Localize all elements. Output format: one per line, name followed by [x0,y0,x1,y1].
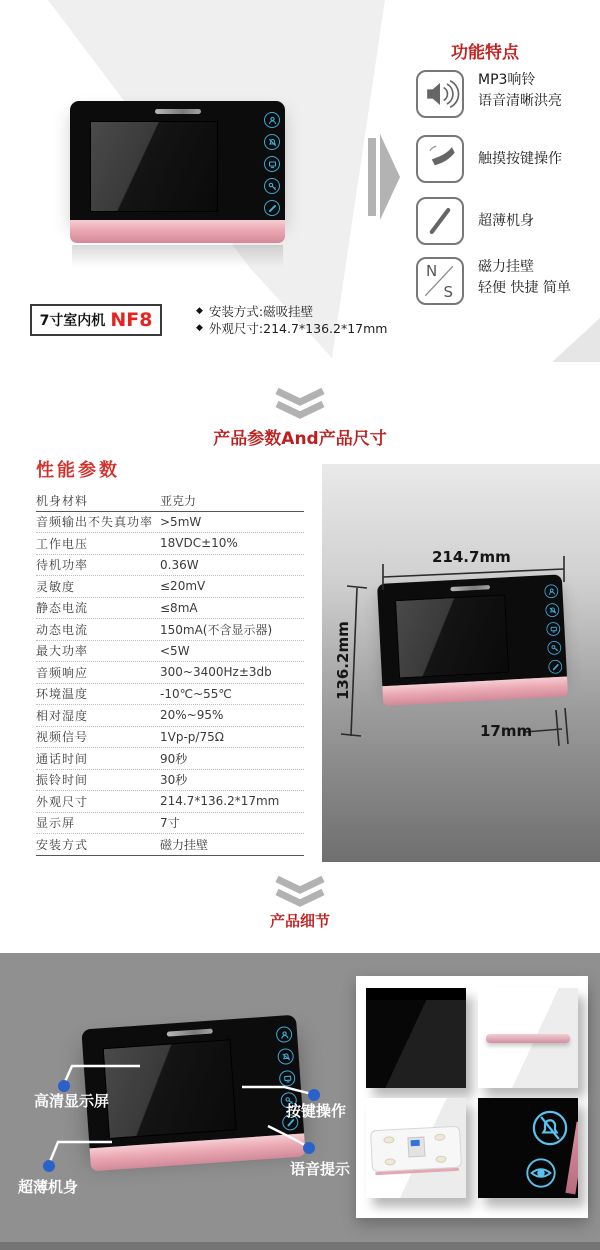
dimension-width-label: 214.7mm [432,548,511,566]
param-label: 待机功率 [36,558,89,573]
feature-text [478,70,562,118]
dimensions-panel [322,464,600,862]
table-row [36,662,304,684]
diamond-bullet-icon: ◆ [196,305,203,316]
diamond-bullet-icon: ◆ [196,322,203,333]
detail-image-screen-corner [366,988,466,1088]
features-title: 功能特点 [451,43,519,63]
param-value: 30秒 [160,773,188,788]
param-value: 0.36W [160,557,199,572]
param-value: 90秒 [160,751,188,766]
param-value: 150mA(不含显示器) [160,622,273,637]
param-label: 环境温度 [36,687,89,702]
mute-bell-icon [264,134,280,150]
dimension-height-label: 136.2mm [334,621,352,700]
table-row [36,576,304,598]
section-heading-params: 产品参数And产品尺寸 [213,429,387,449]
param-value: ≤20mV [160,579,206,594]
param-label: 工作电压 [36,536,89,551]
section-heading-details: 产品细节 [269,912,330,930]
table-title: 性能参数 [36,460,120,481]
param-label: 安装方式 [36,837,89,852]
param-label: 音频响应 [36,665,89,680]
param-label: 外观尺寸 [36,794,89,809]
touch-hand-icon [416,135,464,183]
param-value: 20%~95% [160,708,224,723]
table-row [36,641,304,663]
feature-line: MP3响铃 [478,72,536,88]
magnet-s-label: S [443,283,453,301]
spec-bullet [196,302,387,319]
feature-line: 轻便 快捷 简单 [478,280,571,296]
param-label: 静态电流 [36,601,89,616]
param-label: 显示屏 [36,816,76,831]
param-label: 通话时间 [36,751,89,766]
device-screen [90,121,218,212]
table-row [36,834,304,856]
feature-text [478,135,562,183]
dimension-lines [322,464,600,862]
param-value: -10℃~55℃ [160,686,232,701]
param-label: 相对湿度 [36,708,89,723]
table-row [36,791,304,813]
param-value: ≤8mA [160,600,198,615]
magnet-n-label: N [426,262,438,280]
param-value: >5mW [160,514,202,529]
feature-item [416,197,600,245]
connector-port [407,1137,425,1158]
detail-image-side-profile [478,988,578,1088]
param-label: 音频输出不失真功率 [36,515,154,530]
arrow-right-icon [380,134,400,220]
params-table-rows [36,490,304,856]
feature-item [416,257,600,305]
dimension-depth-label: 17mm [480,722,533,740]
feature-line: 触摸按键操作 [478,150,562,167]
speaker-icon [416,70,464,118]
param-label: 动态电流 [36,622,89,637]
table-row [36,533,304,555]
detail-grid [366,988,578,1198]
table-row [36,727,304,749]
callout-hd-screen: 高清显示屏 [34,1092,110,1110]
table-row [36,619,304,641]
feature-text [478,257,571,305]
monitor-icon [264,156,280,172]
param-label: 机身材料 [36,493,89,508]
param-label: 视频信号 [36,730,89,745]
bottom-strip [0,1242,600,1250]
model-name: 7寸室内机 [39,313,106,329]
device-base [70,220,285,243]
table-row [36,598,304,620]
param-value: 18VDC±10% [160,536,238,551]
feature-item [416,70,600,118]
double-chevron-down-icon [274,876,326,908]
table-row [36,512,304,534]
detail-image-back-panel [366,1098,466,1198]
side-profile-shape [486,1034,570,1043]
detail-image-card [356,976,588,1218]
spec-bullet-text: 外观尺寸:214.7*136.2*17mm [208,320,388,336]
device-touch-buttons [264,112,280,216]
model-label-box [30,304,162,336]
feature-text [478,197,534,245]
param-label: 最大功率 [36,644,89,659]
table-row [36,770,304,792]
callout-slim-body: 超薄机身 [18,1178,79,1196]
table-row [36,684,304,706]
feature-line: 超薄机身 [478,212,534,229]
spec-bullet [196,319,387,336]
detail-image-touch-icons [478,1098,578,1198]
product-photo-front [70,101,285,243]
param-value: <5W [160,643,190,658]
slim-body-icon [416,197,464,245]
eye-icon [524,1156,558,1190]
table-row [36,555,304,577]
param-value: 亚克力 [160,493,197,508]
param-label: 振铃时间 [36,773,89,788]
table-row [36,705,304,727]
magnet-ns-icon [416,257,464,305]
bell-slash-icon [530,1108,570,1148]
param-value: 300~3400Hz±3db [160,665,272,680]
feature-line: 语音清晰洪亮 [478,93,562,109]
intercom-icon [264,112,280,128]
table-row [36,813,304,835]
feature-line: 磁力挂壁 [478,259,534,275]
param-value: 1Vp-p/75Ω [160,729,224,744]
param-value: 214.7*136.2*17mm [160,794,280,809]
callout-voice-prompt: 语音提示 [290,1160,351,1178]
param-value: 7寸 [160,816,180,831]
arrow-right-icon [368,138,376,216]
feature-item [416,135,600,183]
table-row [36,490,304,512]
back-panel-shape [370,1126,462,1173]
callout-key-operation: 按键操作 [286,1102,347,1120]
handset-icon [264,200,280,216]
performance-table [36,456,304,856]
spec-bullet-text: 安装方式:磁吸挂壁 [208,303,314,319]
device-reflection [72,245,283,267]
spec-bullets [196,302,387,336]
table-row [36,748,304,770]
double-chevron-down-icon [274,388,326,420]
model-code: NF8 [110,309,153,331]
brand-logo [155,109,201,114]
param-label: 灵敏度 [36,579,76,594]
background-triangle [552,318,600,362]
param-value: 磁力挂壁 [160,837,209,852]
unlock-icon [264,178,280,194]
